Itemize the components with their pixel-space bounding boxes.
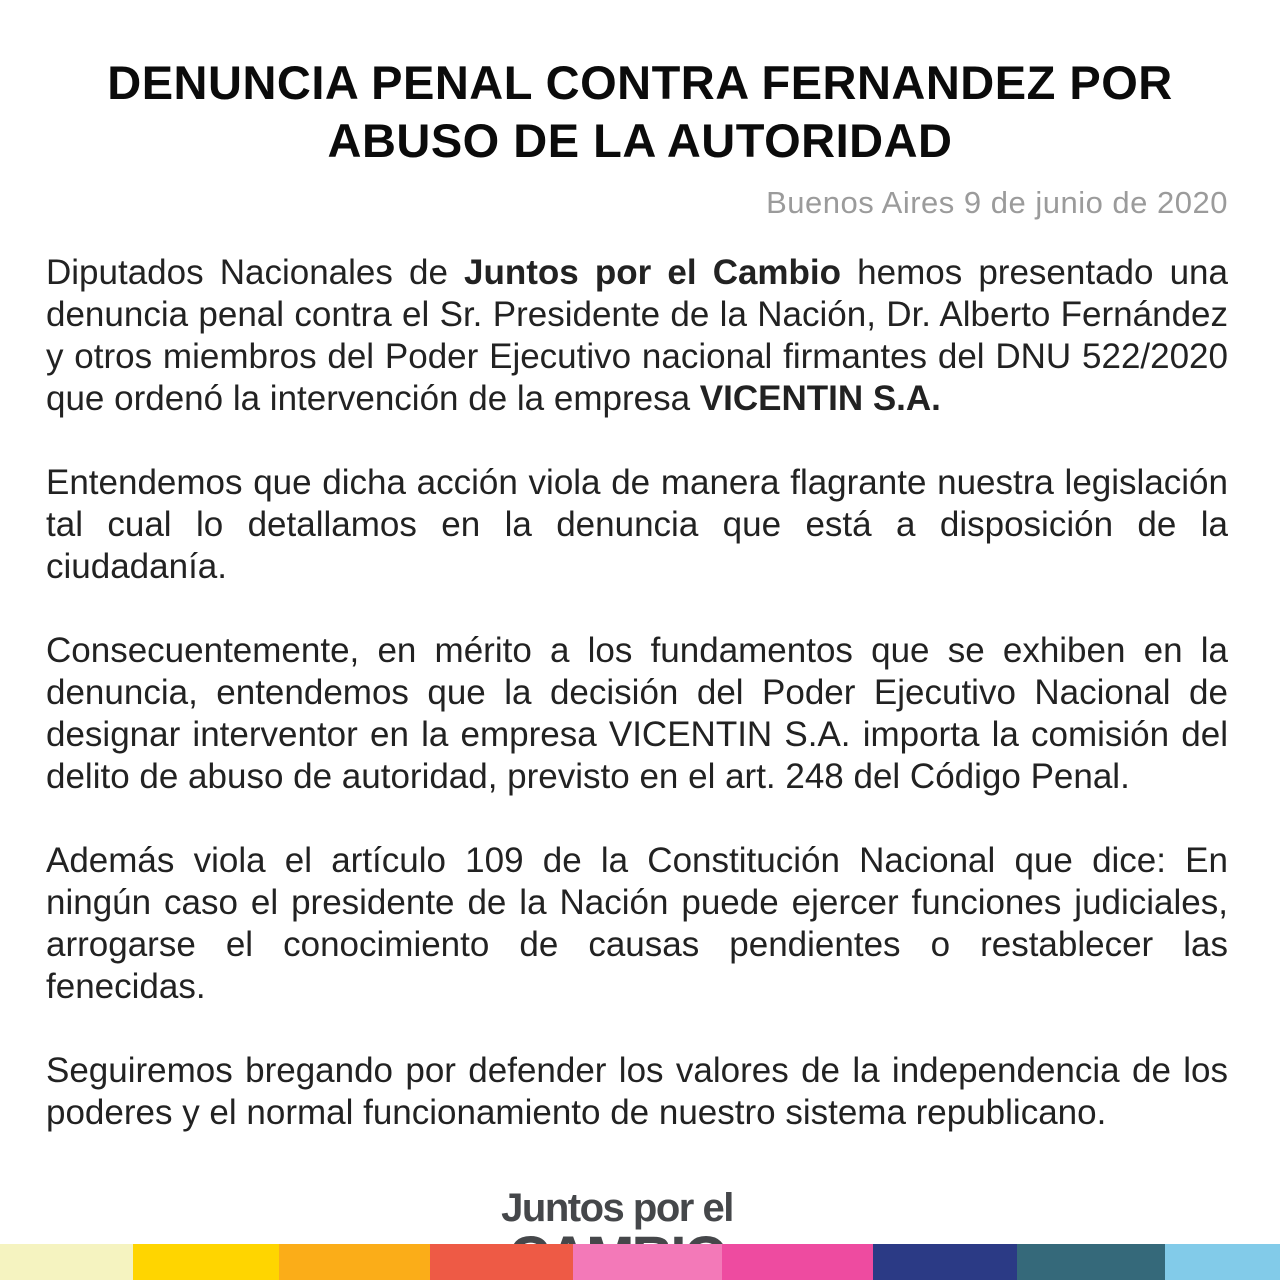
paragraph-1 [46, 252, 1228, 420]
footer-color-bar-segment [1165, 1244, 1280, 1280]
dateline-text: Buenos Aires 9 de junio de 2020 [766, 185, 1228, 220]
footer-color-bar-segment [430, 1244, 573, 1280]
footer-color-bar-segment [873, 1244, 1017, 1280]
coalition-name-emphasis: Juntos por el Cambio [464, 253, 842, 292]
footer-color-bar-segment [133, 1244, 279, 1280]
paragraph-3: Consecuentemente, en mérito a los fundamentos que se exhiben en la denuncia, entendemos que la decisión del Poder Ejecutivo Nacional de designar interventor en la empresa VICENTIN S.A. importa la comisión del delito de abuso de autoridad, previsto en el art. 248 del Código Penal. [46, 631, 1228, 796]
paragraph-1-text-continued: hemos presentado una denuncia penal contra el Sr. Presidente de la Nación, Dr. Alberto Fernández y otros miembros del Poder Ejecutivo nacional firmantes del DNU 522/2020 que ordenó la intervención de la empresa [46, 253, 1228, 418]
paragraph-4: Además viola el artículo 109 de la Constitución Nacional que dice: En ningún caso el presidente de la Nación puede ejercer funciones judiciales, arrogarse el conocimiento de causas pendientes o restablecer las fenecidas. [46, 841, 1228, 1006]
footer-color-bar-segment [573, 1244, 722, 1280]
logo-line-juntos: Juntos por el [501, 1186, 733, 1230]
footer-color-bar-segment [0, 1244, 133, 1280]
footer-color-bar [0, 1244, 1280, 1280]
statement-body [46, 252, 1228, 1134]
title-line-1: DENUNCIA PENAL CONTRA FERNANDEZ POR [107, 56, 1173, 109]
footer-color-bar-segment [279, 1244, 430, 1280]
paragraph-5: Seguiremos bregando por defender los valores de la independencia de los poderes y el normal funcionamiento de nuestro sistema republicano. [46, 1051, 1228, 1132]
footer-color-bar-segment [722, 1244, 873, 1280]
title-line-2: ABUSO DE LA AUTORIDAD [327, 114, 953, 167]
paragraph-1-text: Diputados Nacionales de [46, 253, 465, 292]
main-title [40, 54, 1240, 170]
footer-color-bar-segment [1017, 1244, 1165, 1280]
company-name-emphasis: VICENTIN S.A. [699, 379, 941, 418]
paragraph-2: Entendemos que dicha acción viola de manera flagrante nuestra legislación tal cual lo detallamos en la denuncia que está a disposición de la ciudadanía. [46, 463, 1228, 586]
